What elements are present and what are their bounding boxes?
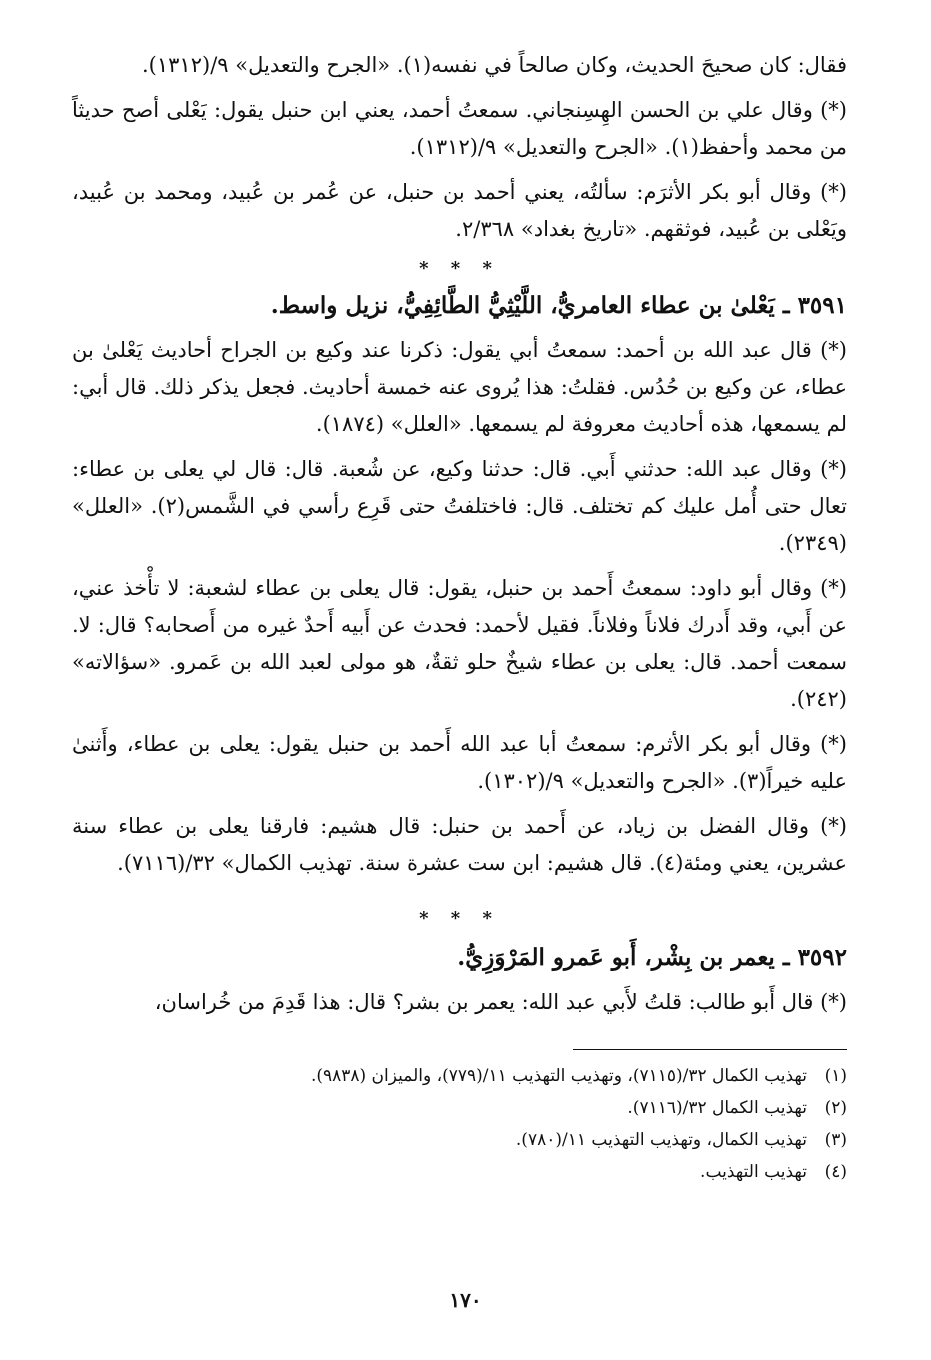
footnote-text: تهذيب الكمال ٣٢/(٧١١٥)، وتهذيب التهذيب ١١/(٧٧٩)، والميزان (٩٨٣٨). [310,1066,807,1086]
footnote-number: (٣) [824,1130,847,1150]
section-separator: * * * [419,908,500,929]
entry-heading-3592: ٣٥٩٢ ـ يعمر بن بِشْر، أَبو عَمرو المَرْوَزِيُّ. [457,944,847,971]
paragraph: (*) قال عبد الله بن أحمد: سمعتُ أبي يقول: ذكرنا عند وكيع بن الجراح أحاديث يَعْلىٰ بن عطاء، عن وكيع بن حُدُس. فقلتُ: هذا يُروى عنه خمسة أحاديث. فجعل يذكر ذلك. قال أبي: لم يسمعها، هذه أحاديث معروفة لم يسمعها. «العلل» (١٨٧٤). [72,338,847,436]
paragraph: (*) وقال الفضل بن زياد، عن أَحمد بن حنبل: قال هشيم: فارقنا يعلى بن عطاء سنة عشرين، يعني ومئة(٤). قال هشيم: ابن ست عشرة سنة. تهذيب الكمال» ٣٢/(٧١١٦). [72,814,847,875]
paragraph: (*) وقال أبو داود: سمعتُ أَحمد بن حنبل، يقول: قال يعلى بن عطاء لشعبة: لا تأْخذ عني، عن أَبي، وقد أَدرك فلاناً وفلاناً. فقيل لأحمد: فحدث عن أَبيه أَحدٌ غيره من أَصحابه؟ قال: لا. سمعت أحمد. قال: يعلى بن عطاء شيخٌ حلو ثقةٌ، هو مولى لعبد الله بن عَمرو. «سؤالاته» (٢٤٢). [72,576,847,711]
footnote-text: تهذيب الكمال ٣٢/(٧١١٦). [627,1098,807,1118]
paragraph: (*) وقال عبد الله: حدثني أَبي. قال: حدثنا وكيع، عن شُعبة. قال: قال لي يعلى بن عطاء: تعال حتى أُمل عليك كم تختلف. قال: فاختلفتُ حتى قَرِع رأسي في الشَّمس(٢). «العلل» (٢٣٤٩). [72,457,847,555]
paragraph: (*) وقال أبو بكر الأثرم: سمعتُ أبا عبد الله أَحمد بن حنبل يقول: يعلى بن عطاء، وأَثنىٰ عليه خيراً(٣). «الجرح والتعديل» ٩/(١٣٠٢). [72,732,847,793]
section-separator: * * * [419,258,500,279]
footnote-number: (٢) [824,1098,847,1118]
footnotes [72,1060,847,1188]
footnote-divider [573,1049,847,1050]
footnote [72,1156,847,1188]
footnote [72,1092,847,1124]
footnote-number: (١) [824,1066,847,1086]
page-number: ١٧٠ [449,1288,482,1312]
footnote-text: تهذيب الكمال، وتهذيب التهذيب ١١/(٧٨٠). [515,1130,807,1150]
paragraph: فقال: كان صحيحَ الحديث، وكان صالحاً في نفسه(١). «الجرح والتعديل» ٩/(١٣١٢). [142,53,847,77]
footnote [72,1124,847,1156]
footnote [72,1060,847,1092]
footnote-text: تهذيب التهذيب. [700,1162,807,1182]
paragraph: (*) وقال علي بن الحسن الهِسِنجاني. سمعتُ أحمد، يعني ابن حنبل يقول: يَعْلى أصح حديثاً من محمد وأحفظ(١). «الجرح والتعديل» ٩/(١٣١٢). [72,98,847,159]
paragraph: (*) قال أَبو طالب: قلتُ لأَبي عبد الله: يعمر بن بشر؟ قال: هذا قَدِمَ من خُراسان، [154,990,847,1014]
footnote-number: (٤) [824,1162,847,1182]
entry-heading-3591: ٣٥٩١ ـ يَعْلىٰ بن عطاء العامريُّ، اللَّيْثِيُّ الطَّائِفِيُّ، نزيل واسط. [270,292,847,319]
main-text [72,47,847,1021]
paragraph: (*) وقال أبو بكر الأثرَم: سألتُه، يعني أحمد بن حنبل، عن عُمر بن عُبيد، ومحمد بن عُبيد، ويَعْلى بن عُبيد، فوثقهم. «تاريخ بغداد» ٢/٣٦٨. [72,180,847,241]
